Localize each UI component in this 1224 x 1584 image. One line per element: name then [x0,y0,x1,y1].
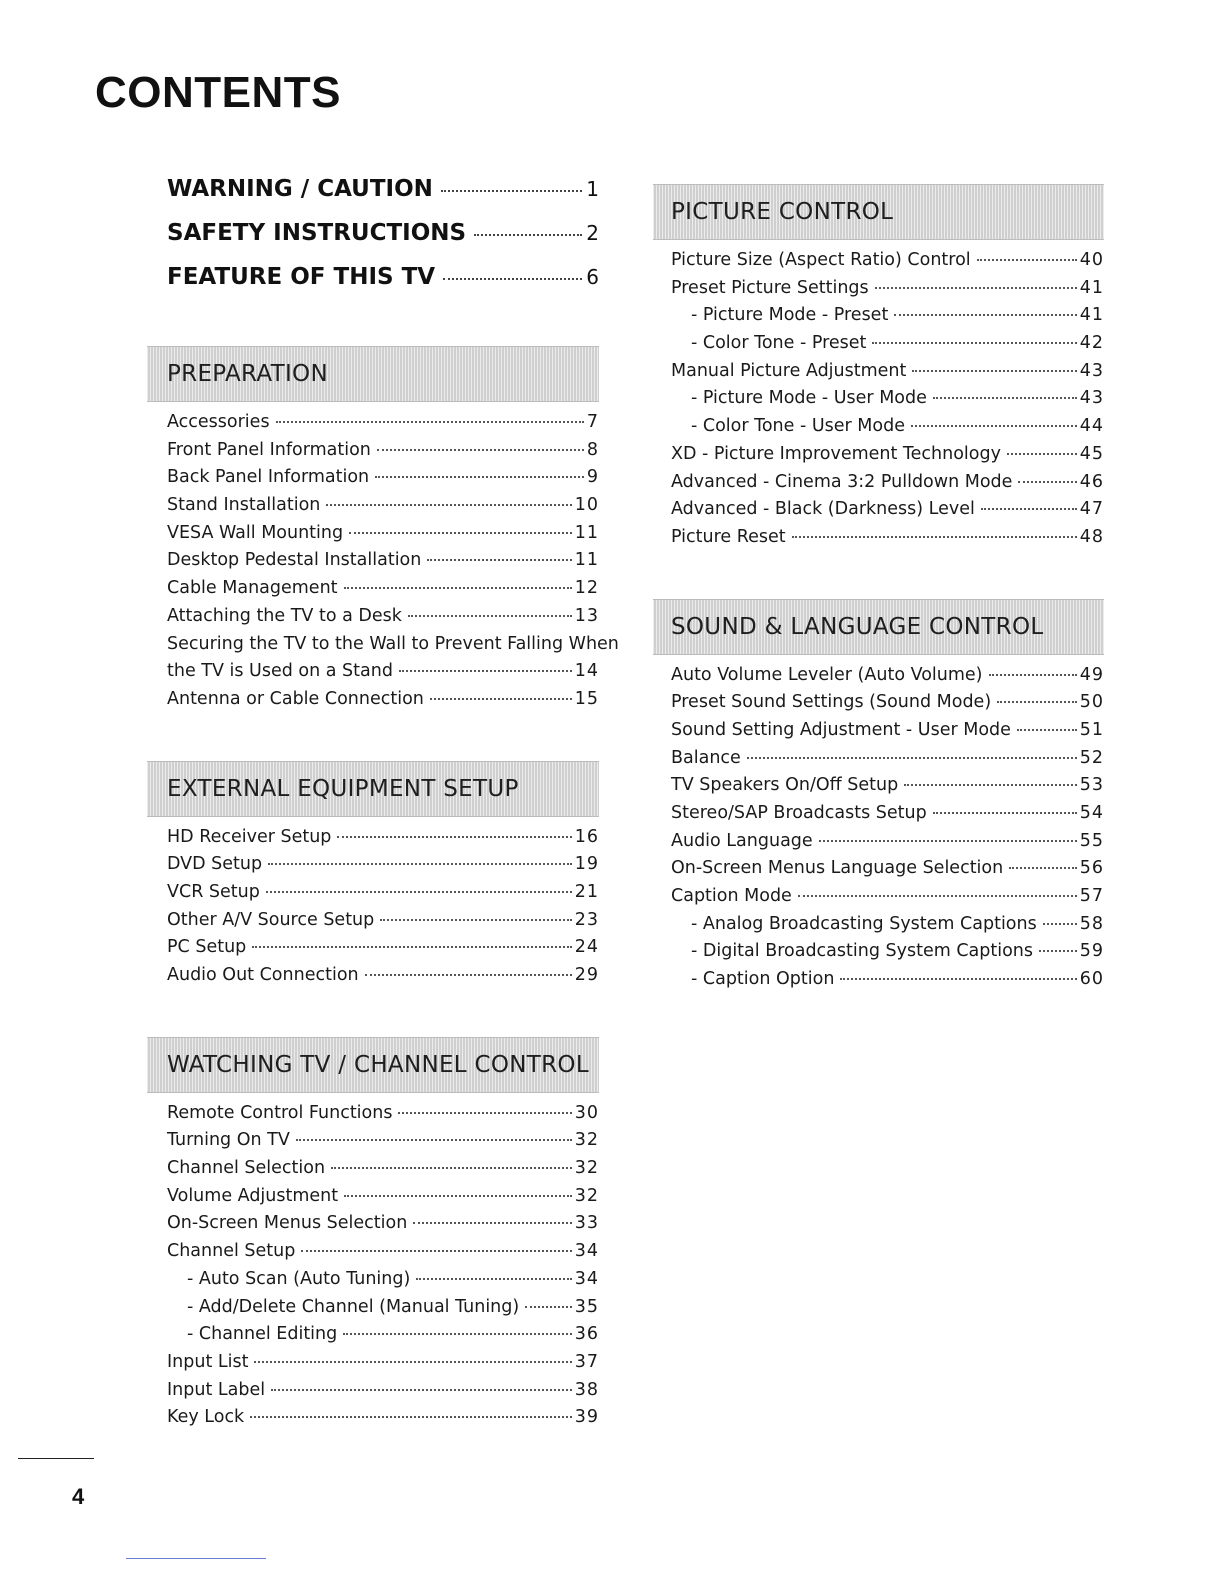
section-heading-watching-tv: WATCHING TV / CHANNEL CONTROL [147,1037,599,1093]
right-column [671,184,1104,997]
toc-entry[interactable] [167,1186,599,1214]
entry-page: 15 [574,688,599,709]
toc-entry[interactable] [167,965,599,993]
entry-page: 40 [1079,250,1104,270]
dot-leader [398,1112,571,1114]
dot-leader [349,532,572,534]
toc-entry[interactable] [167,578,599,606]
entry-page: 6 [586,265,599,289]
entry-page: 59 [1079,941,1104,962]
toc-entry[interactable] [671,969,1104,997]
dot-leader [792,536,1077,538]
external-list [167,827,599,993]
dot-leader [894,314,1076,316]
entry-page: 53 [1079,775,1104,796]
entry-page: 1 [586,177,599,201]
toc-entry[interactable] [671,775,1104,803]
entry-page: 42 [1079,333,1104,354]
entry-page: 34 [574,1268,599,1289]
entry-label: On-Screen Menus Selection [167,1213,408,1234]
toc-entry[interactable] [671,803,1104,831]
entry-label: Front Panel Information [167,439,371,460]
entry-page: 57 [1079,886,1104,907]
entry-label: Advanced - Black (Darkness) Level [671,499,975,520]
scan-artifact-line [126,1558,266,1559]
entry-page: 33 [574,1213,599,1234]
entry-label: Input List [167,1351,249,1372]
toc-entry[interactable] [167,1103,599,1131]
entry-page: 41 [1079,277,1104,298]
entry-page: 47 [1079,499,1104,520]
toc-entry[interactable] [167,689,599,717]
entry-label: - Color Tone - Preset [691,333,867,354]
entry-label: Sound Setting Adjustment - User Mode [671,719,1011,740]
dot-leader [343,1333,571,1335]
preparation-list [167,412,619,717]
entry-page: 34 [574,1241,599,1262]
watching-list [167,1103,599,1435]
page-number: 4 [72,1484,85,1509]
entry-page: 39 [574,1407,599,1428]
entry-label: - Caption Option [691,969,835,990]
section-heading-picture-control: PICTURE CONTROL [653,184,1104,240]
toc-entry[interactable] [671,914,1104,942]
entry-label: Audio Language [671,830,813,851]
dot-leader [296,1139,572,1141]
picture-list [671,250,1104,555]
entry-label: - Analog Broadcasting System Captions [691,913,1037,934]
entry-label: Preset Picture Settings [671,277,869,298]
entry-page: 36 [574,1324,599,1345]
left-column [167,176,619,1435]
dot-leader [254,1361,571,1363]
toc-entry[interactable] [671,472,1104,500]
toc-entry[interactable] [671,305,1104,333]
toc-entry[interactable] [671,720,1104,748]
dot-leader [1039,950,1077,952]
entry-label: Remote Control Functions [167,1102,393,1123]
toc-entry[interactable] [167,1352,599,1380]
dot-leader [413,1222,571,1224]
entry-label: Other A/V Source Setup [167,909,375,930]
entry-page: 51 [1079,719,1104,740]
entry-page: 43 [1079,360,1104,381]
entry-label: Volume Adjustment [167,1185,339,1206]
dot-leader [1009,867,1077,869]
entry-label: - Picture Mode - Preset [691,305,889,326]
dot-leader [912,370,1076,372]
entry-page: 58 [1079,913,1104,934]
toc-entry[interactable] [671,858,1104,886]
toc-entry[interactable] [167,1380,599,1408]
dot-leader [933,812,1077,814]
entry-page: 10 [574,495,599,516]
toc-entry[interactable] [671,250,1104,278]
entry-label: DVD Setup [167,854,263,875]
entry-label: - Color Tone - User Mode [691,416,905,437]
entry-label: - Auto Scan (Auto Tuning) [187,1268,411,1289]
dot-leader [441,190,582,192]
section-heading-sound-language: SOUND & LANGUAGE CONTROL [653,599,1104,655]
entry-label: Preset Sound Settings (Sound Mode) [671,692,992,713]
entry-page: 43 [1079,388,1104,409]
toc-major-entry[interactable] [167,264,599,308]
toc-entry[interactable] [167,440,599,468]
entry-label: Securing the TV to the Wall to Prevent Falling When [167,633,619,654]
dot-leader [331,1167,572,1169]
toc-entry[interactable] [167,882,599,910]
entry-label: Picture Size (Aspect Ratio) Control [671,250,971,270]
dot-leader [819,840,1077,842]
toc-entry[interactable] [167,1158,599,1186]
entry-page: 8 [586,439,599,460]
entry-label: XD - Picture Improvement Technology [671,443,1001,464]
entry-label: Accessories [167,412,270,432]
page-title: CONTENTS [95,68,341,117]
toc-entry[interactable] [167,633,619,662]
toc-entry[interactable] [167,854,599,882]
entry-page: 54 [1079,803,1104,823]
entry-label: Input Label [167,1379,266,1400]
toc-major-entry[interactable] [167,176,599,220]
entry-label: TV Speakers On/Off Setup [671,775,899,796]
dot-leader [840,978,1076,980]
dot-leader [443,278,582,280]
entry-page: 50 [1079,692,1104,713]
toc-entry[interactable] [167,937,599,965]
dot-leader [1018,481,1076,483]
toc-entry[interactable] [671,527,1104,555]
entry-page: 29 [574,965,599,985]
dot-leader [1043,923,1077,925]
entry-page: 13 [574,605,599,626]
toc-entry[interactable] [671,333,1104,361]
entry-page: 32 [574,1158,599,1179]
dot-leader [377,449,584,451]
dot-leader [474,234,582,236]
toc-entry[interactable] [167,606,599,634]
section-heading-external-equipment: EXTERNAL EQUIPMENT SETUP [147,761,599,817]
dot-leader [525,1306,572,1308]
entry-label: Audio Out Connection [167,965,359,985]
dot-leader [301,1250,571,1252]
toc-entry[interactable] [167,412,599,440]
dot-leader [252,946,571,948]
entry-label: Key Lock [167,1407,245,1428]
toc-entry[interactable] [167,495,599,523]
dot-leader [1017,729,1077,731]
entry-label: FEATURE OF THIS TV [167,264,436,290]
toc-entry[interactable] [167,1130,599,1158]
entry-page: 35 [574,1296,599,1317]
dot-leader [427,559,571,561]
dot-leader [344,1195,572,1197]
toc-entry[interactable] [671,278,1104,306]
entry-label: PC Setup [167,937,247,958]
entry-page: 41 [1079,305,1104,326]
entry-label: - Add/Delete Channel (Manual Tuning) [187,1296,520,1317]
dot-leader [375,476,584,478]
toc-entry[interactable] [671,499,1104,527]
dot-leader [399,670,572,672]
entry-page: 44 [1079,416,1104,437]
dot-leader [365,974,572,976]
dot-leader [268,863,572,865]
entry-label: Antenna or Cable Connection [167,688,424,709]
entry-page: 32 [574,1130,599,1151]
dot-leader [337,836,571,838]
dot-leader [408,615,572,617]
toc-entry[interactable] [671,388,1104,416]
entry-page: 30 [574,1102,599,1123]
entry-page: 37 [574,1351,599,1372]
toc-entry[interactable] [167,1297,599,1325]
dot-leader [798,895,1077,897]
entry-page: 23 [574,909,599,930]
entry-label: WARNING / CAUTION [167,176,433,202]
toc-entry[interactable] [671,886,1104,914]
dot-leader [276,421,584,423]
entry-page: 16 [574,826,599,847]
entry-label: Channel Selection [167,1158,326,1179]
footer-rule [18,1458,94,1459]
toc-entry[interactable] [671,941,1104,969]
entry-label: Back Panel Information [167,467,370,488]
entry-label: Channel Setup [167,1241,296,1262]
toc-entry[interactable] [167,661,599,689]
entry-label: the TV is Used on a Stand [167,661,393,682]
toc-entry[interactable] [167,523,599,551]
entry-label: Turning On TV [167,1130,290,1151]
dot-leader [911,425,1077,427]
entry-label: Cable Management [167,578,338,599]
entry-page: 11 [574,550,599,571]
dot-leader [904,784,1077,786]
entry-label: On-Screen Menus Language Selection [671,858,1004,879]
entry-label: - Channel Editing [187,1324,338,1345]
entry-page: 48 [1079,526,1104,547]
toc-entry[interactable] [167,827,599,855]
dot-leader [989,674,1077,676]
dot-leader [997,701,1077,703]
toc-entry[interactable] [167,1269,599,1297]
toc-entry[interactable] [671,444,1104,472]
toc-entry[interactable] [167,467,599,495]
entry-label: Stand Installation [167,495,321,516]
entry-label: VESA Wall Mounting [167,522,344,543]
entry-page: 9 [586,467,599,488]
dot-leader [380,919,571,921]
entry-label: VCR Setup [167,881,260,902]
entry-page: 14 [574,661,599,682]
toc-entry[interactable] [671,748,1104,776]
dot-leader [872,342,1076,344]
entry-label: Attaching the TV to a Desk [167,605,402,626]
entry-page: 60 [1079,969,1104,990]
entry-page: 12 [574,578,599,599]
dot-leader [875,287,1077,289]
section-heading-preparation: PREPARATION [147,346,599,402]
toc-entry[interactable] [167,910,599,938]
entry-label: - Digital Broadcasting System Captions [691,941,1034,962]
entry-page: 38 [574,1379,599,1400]
dot-leader [250,1416,572,1418]
entry-page: 52 [1079,747,1104,768]
entry-label: Advanced - Cinema 3:2 Pulldown Mode [671,471,1013,492]
entry-page: 46 [1079,471,1104,492]
toc-entry[interactable] [167,550,599,578]
dot-leader [416,1278,571,1280]
toc-major-entry[interactable] [167,220,599,264]
dot-leader [344,587,572,589]
entry-label: Manual Picture Adjustment [671,360,907,381]
toc-entry[interactable] [671,692,1104,720]
entry-page: 19 [574,854,599,875]
toc-entry[interactable] [167,1213,599,1241]
entry-label: - Picture Mode - User Mode [691,388,927,409]
dot-leader [1007,453,1077,455]
dot-leader [430,698,572,700]
toc-entry[interactable] [671,665,1104,693]
dot-leader [326,504,571,506]
entry-page: 7 [586,412,599,432]
toc-entry[interactable] [167,1324,599,1352]
entry-page: 49 [1079,664,1104,685]
entry-page: 56 [1079,858,1104,879]
entry-label: Auto Volume Leveler (Auto Volume) [671,664,983,685]
dot-leader [933,397,1077,399]
entry-label: HD Receiver Setup [167,826,332,847]
entry-label: Balance [671,747,741,768]
toc-entry[interactable] [167,1241,599,1269]
toc-entry[interactable] [671,361,1104,389]
dot-leader [977,259,1077,261]
dot-leader [271,1389,572,1391]
entry-label: Caption Mode [671,886,792,907]
entry-page: 11 [574,522,599,543]
entry-page: 2 [586,221,599,245]
dot-leader [981,508,1077,510]
entry-page: 55 [1079,830,1104,851]
toc-entry[interactable] [671,831,1104,859]
entry-page: 32 [574,1185,599,1206]
dot-leader [747,757,1077,759]
entry-page: 24 [574,937,599,958]
dot-leader [266,891,572,893]
entry-label: Desktop Pedestal Installation [167,550,422,571]
entry-page: 45 [1079,443,1104,464]
toc-entry[interactable] [671,416,1104,444]
entry-label: Stereo/SAP Broadcasts Setup [671,803,927,823]
sound-list [671,665,1104,997]
entry-label: SAFETY INSTRUCTIONS [167,220,467,246]
toc-entry[interactable] [167,1407,599,1435]
entry-page: 21 [574,881,599,902]
entry-label: Picture Reset [671,526,786,547]
